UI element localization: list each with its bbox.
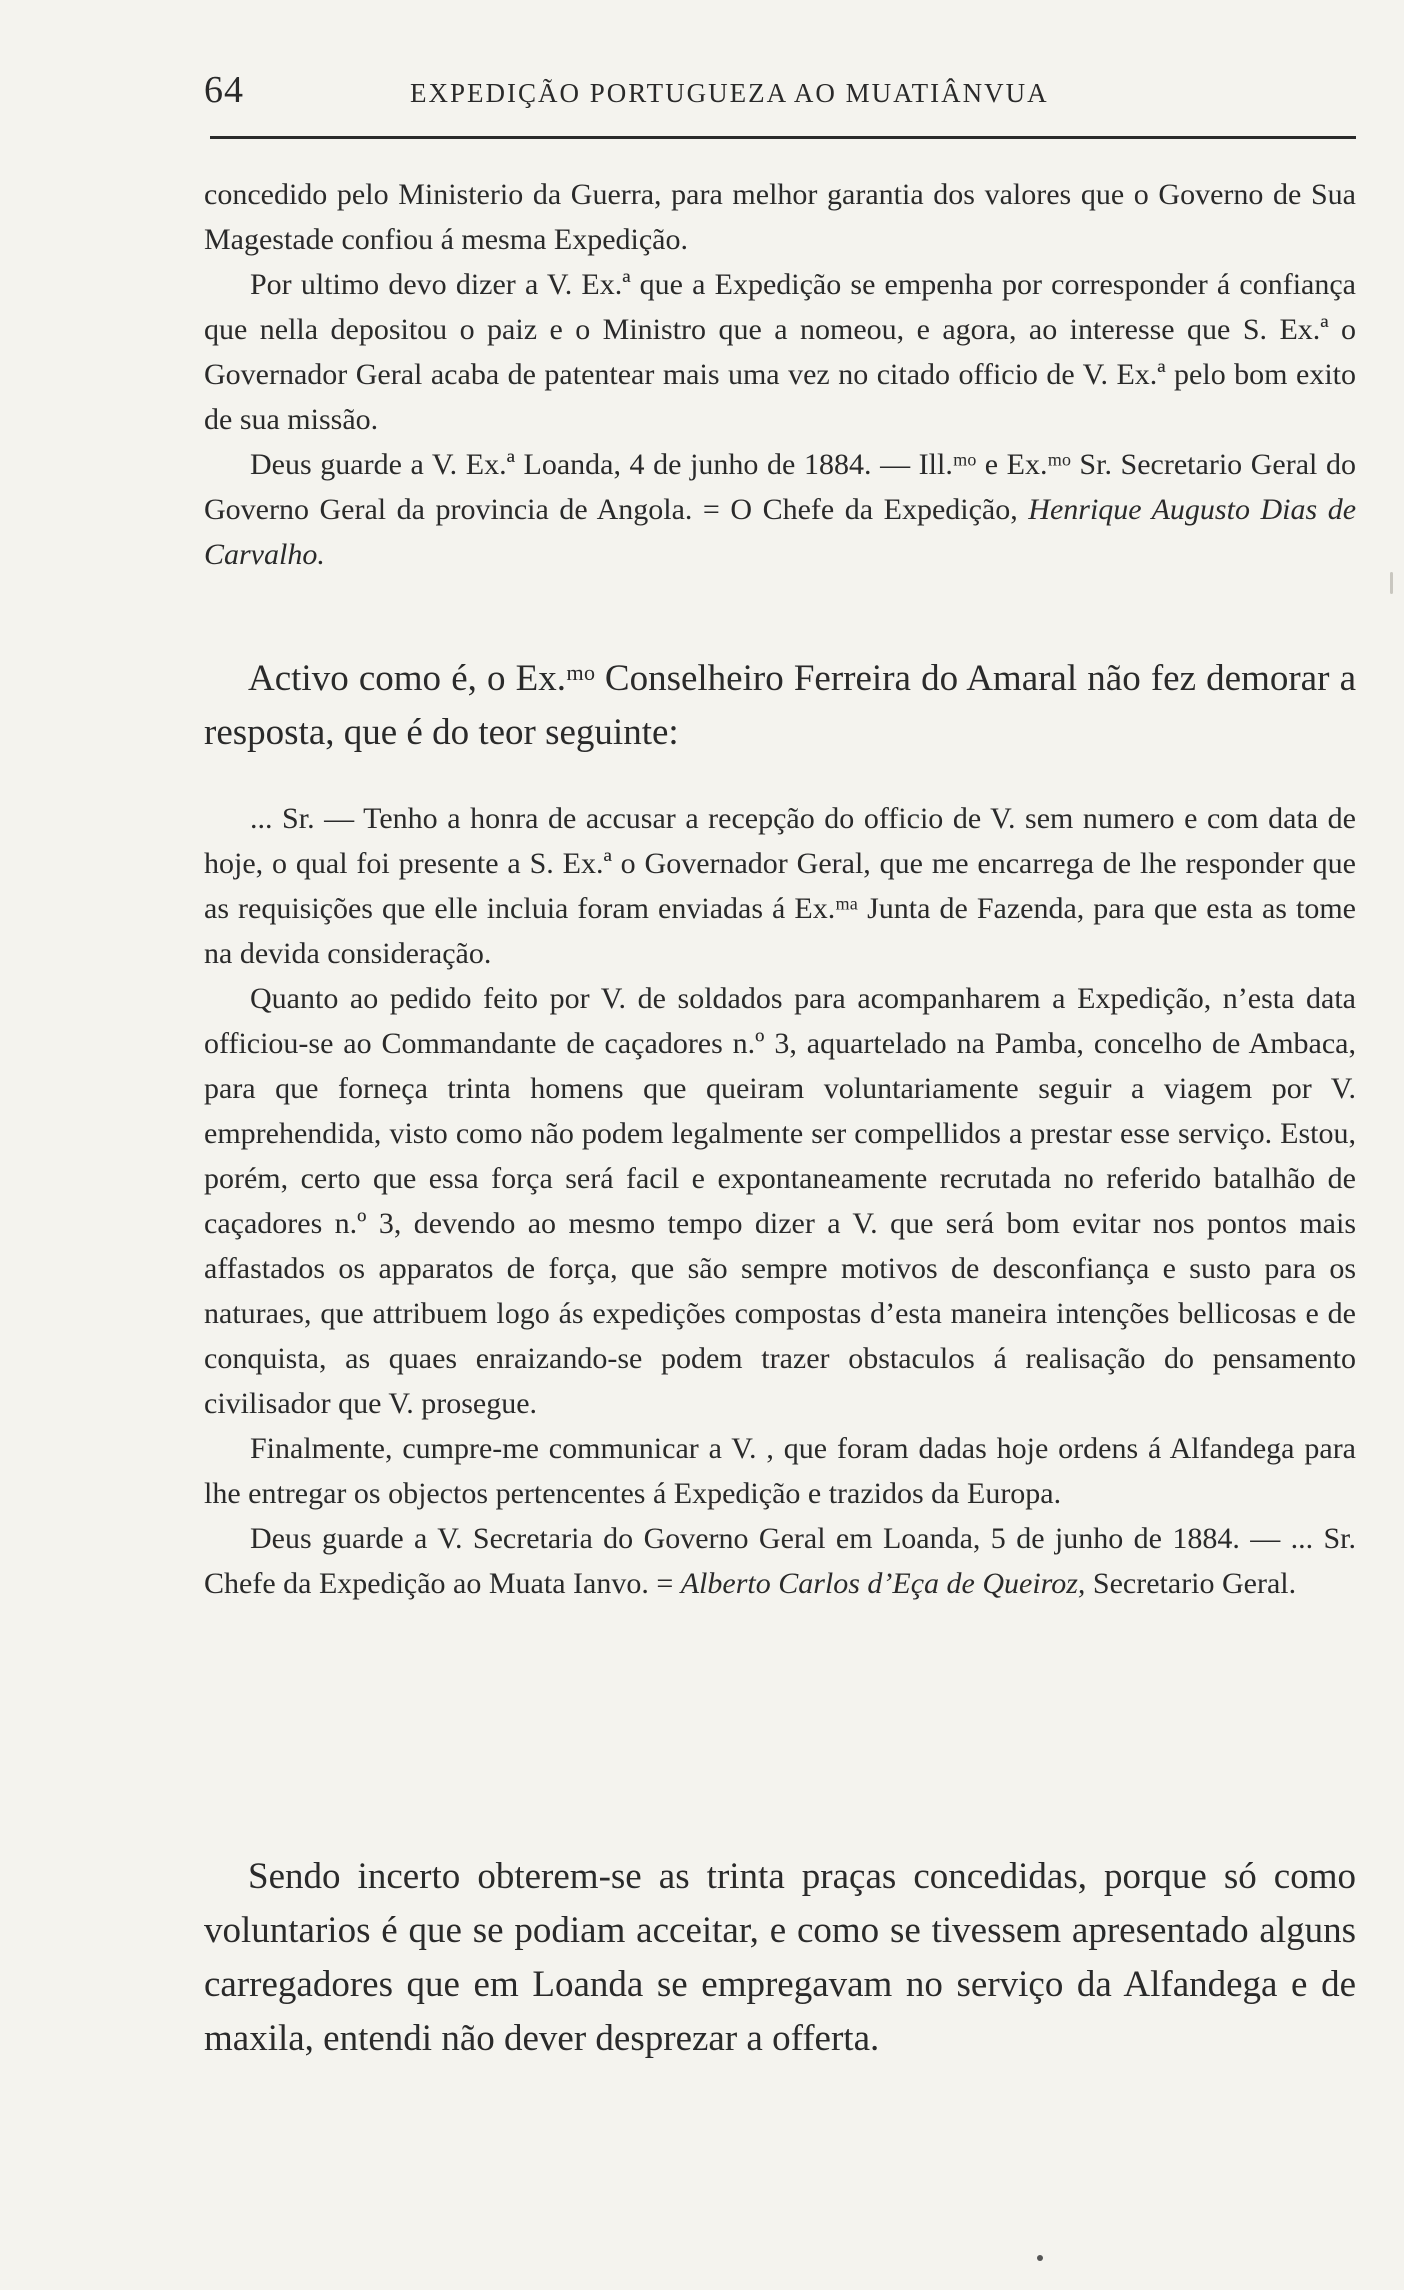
letter2-closing bbox=[204, 1516, 1356, 1606]
narrative-paragraph-2 bbox=[204, 1850, 1356, 2066]
narrative1-text: Activo como é, o Ex.ᵐᵒ Conselheiro Ferreira do Amaral não fez demorar a resposta, que é do teor seguinte: bbox=[204, 658, 1356, 753]
page-header bbox=[204, 68, 1356, 128]
letter2-paragraph-3: Finalmente, cumpre-me communicar a V. , que foram dadas hoje ordens á Alfandega para lhe entregar os objectos pertencentes á Expedição e trazidos da Europa. bbox=[204, 1432, 1356, 1510]
paper-speck bbox=[1037, 2255, 1043, 2261]
narrative2-text: Sendo incerto obterem-se as trinta praças concedidas, porque só como voluntarios é que se podiam acceitar, e como se tivessem apresentado alguns carregadores que em Loanda se empregavam no serviço da Alfandega e de maxila, entendi não dever desprezar a offerta. bbox=[204, 1856, 1356, 2059]
letter1-signature: Henrique Augusto Dias de Carvalho. bbox=[204, 493, 1357, 571]
page-number: 64 bbox=[204, 69, 244, 111]
letter-from-secretary-general bbox=[204, 796, 1356, 1606]
letter2-signature: Alberto Carlos d’Eça de Queiroz, bbox=[680, 1567, 1086, 1600]
letter1-paragraph-1: concedido pelo Ministerio da Guerra, para melhor garantia dos valores que o Governo de Sua Magestade confiou á mesma Expedição. bbox=[204, 178, 1356, 256]
letter1-closing-text: Deus guarde a V. Ex.ª Loanda, 4 de junho de 1884. — Ill.ᵐᵒ e Ex.ᵐᵒ Sr. Secretario Geral do Governo Geral da provincia de Angola. = O Chefe da Expedição, bbox=[204, 448, 1356, 526]
letter1-paragraph-2: Por ultimo devo dizer a V. Ex.ª que a Expedição se empenha por corresponder á confiança que nella depositou o paiz e o Ministro que a nomeou, e agora, ao interesse que S. Ex.ª o Governador Geral acaba de patentear mais uma vez no citado officio de V. Ex.ª pelo bom exito de sua missão. bbox=[204, 268, 1356, 436]
letter2-paragraph-1: ... Sr. — Tenho a honra de accusar a recepção do officio de V. sem numero e com data de hoje, o qual foi presente a S. Ex.ª o Governador Geral, que me encarrega de lhe responder que as requisições que elle incluia foram enviadas á Ex.ᵐᵃ Junta de Fazenda, para que esta as tome na devida consideração. bbox=[204, 802, 1356, 970]
letter-from-expedition-chief bbox=[204, 172, 1356, 577]
letter2-closing-text: Deus guarde a V. Secretaria do Governo Geral em Loanda, 5 de junho de 1884. — ... Sr. Chefe da Expedição ao Muata Ianvo. = bbox=[204, 1522, 1356, 1600]
letter2-paragraph-2: Quanto ao pedido feito por V. de soldados para acompanharem a Expedição, n’esta data officiou-se ao Commandante de caçadores n.º 3, aquartelado na Pamba, concelho de Ambaca, para que forneça trinta homens que queiram voluntariamente seguir a viagem por V. emprehendida, visto como não podem legalmente ser compellidos a prestar esse serviço. Estou, porém, certo que essa força será facil e expontaneamente recrutada no referido batalhão de caçadores n.º 3, devendo ao mesmo tempo dizer a V. que será bom evitar nos pontos mais affastados os apparatos de força, que são sempre motivos de desconfiança e susto para os naturaes, que attribuem logo ás expedições compostas d’esta maneira intenções bellicosas e de conquista, as quaes enraizando-se podem trazer obstaculos á realisação do pensamento civilisador que V. prosegue. bbox=[204, 982, 1356, 1420]
letter2-signature-title: Secretario Geral. bbox=[1092, 1567, 1297, 1600]
paper-edge-mark bbox=[1390, 572, 1393, 594]
running-title: EXPEDIÇÃO PORTUGUEZA AO MUATIÂNVUA bbox=[410, 78, 1049, 108]
letter1-closing bbox=[204, 442, 1356, 577]
narrative-paragraph-1 bbox=[204, 652, 1356, 760]
header-rule bbox=[210, 136, 1356, 139]
